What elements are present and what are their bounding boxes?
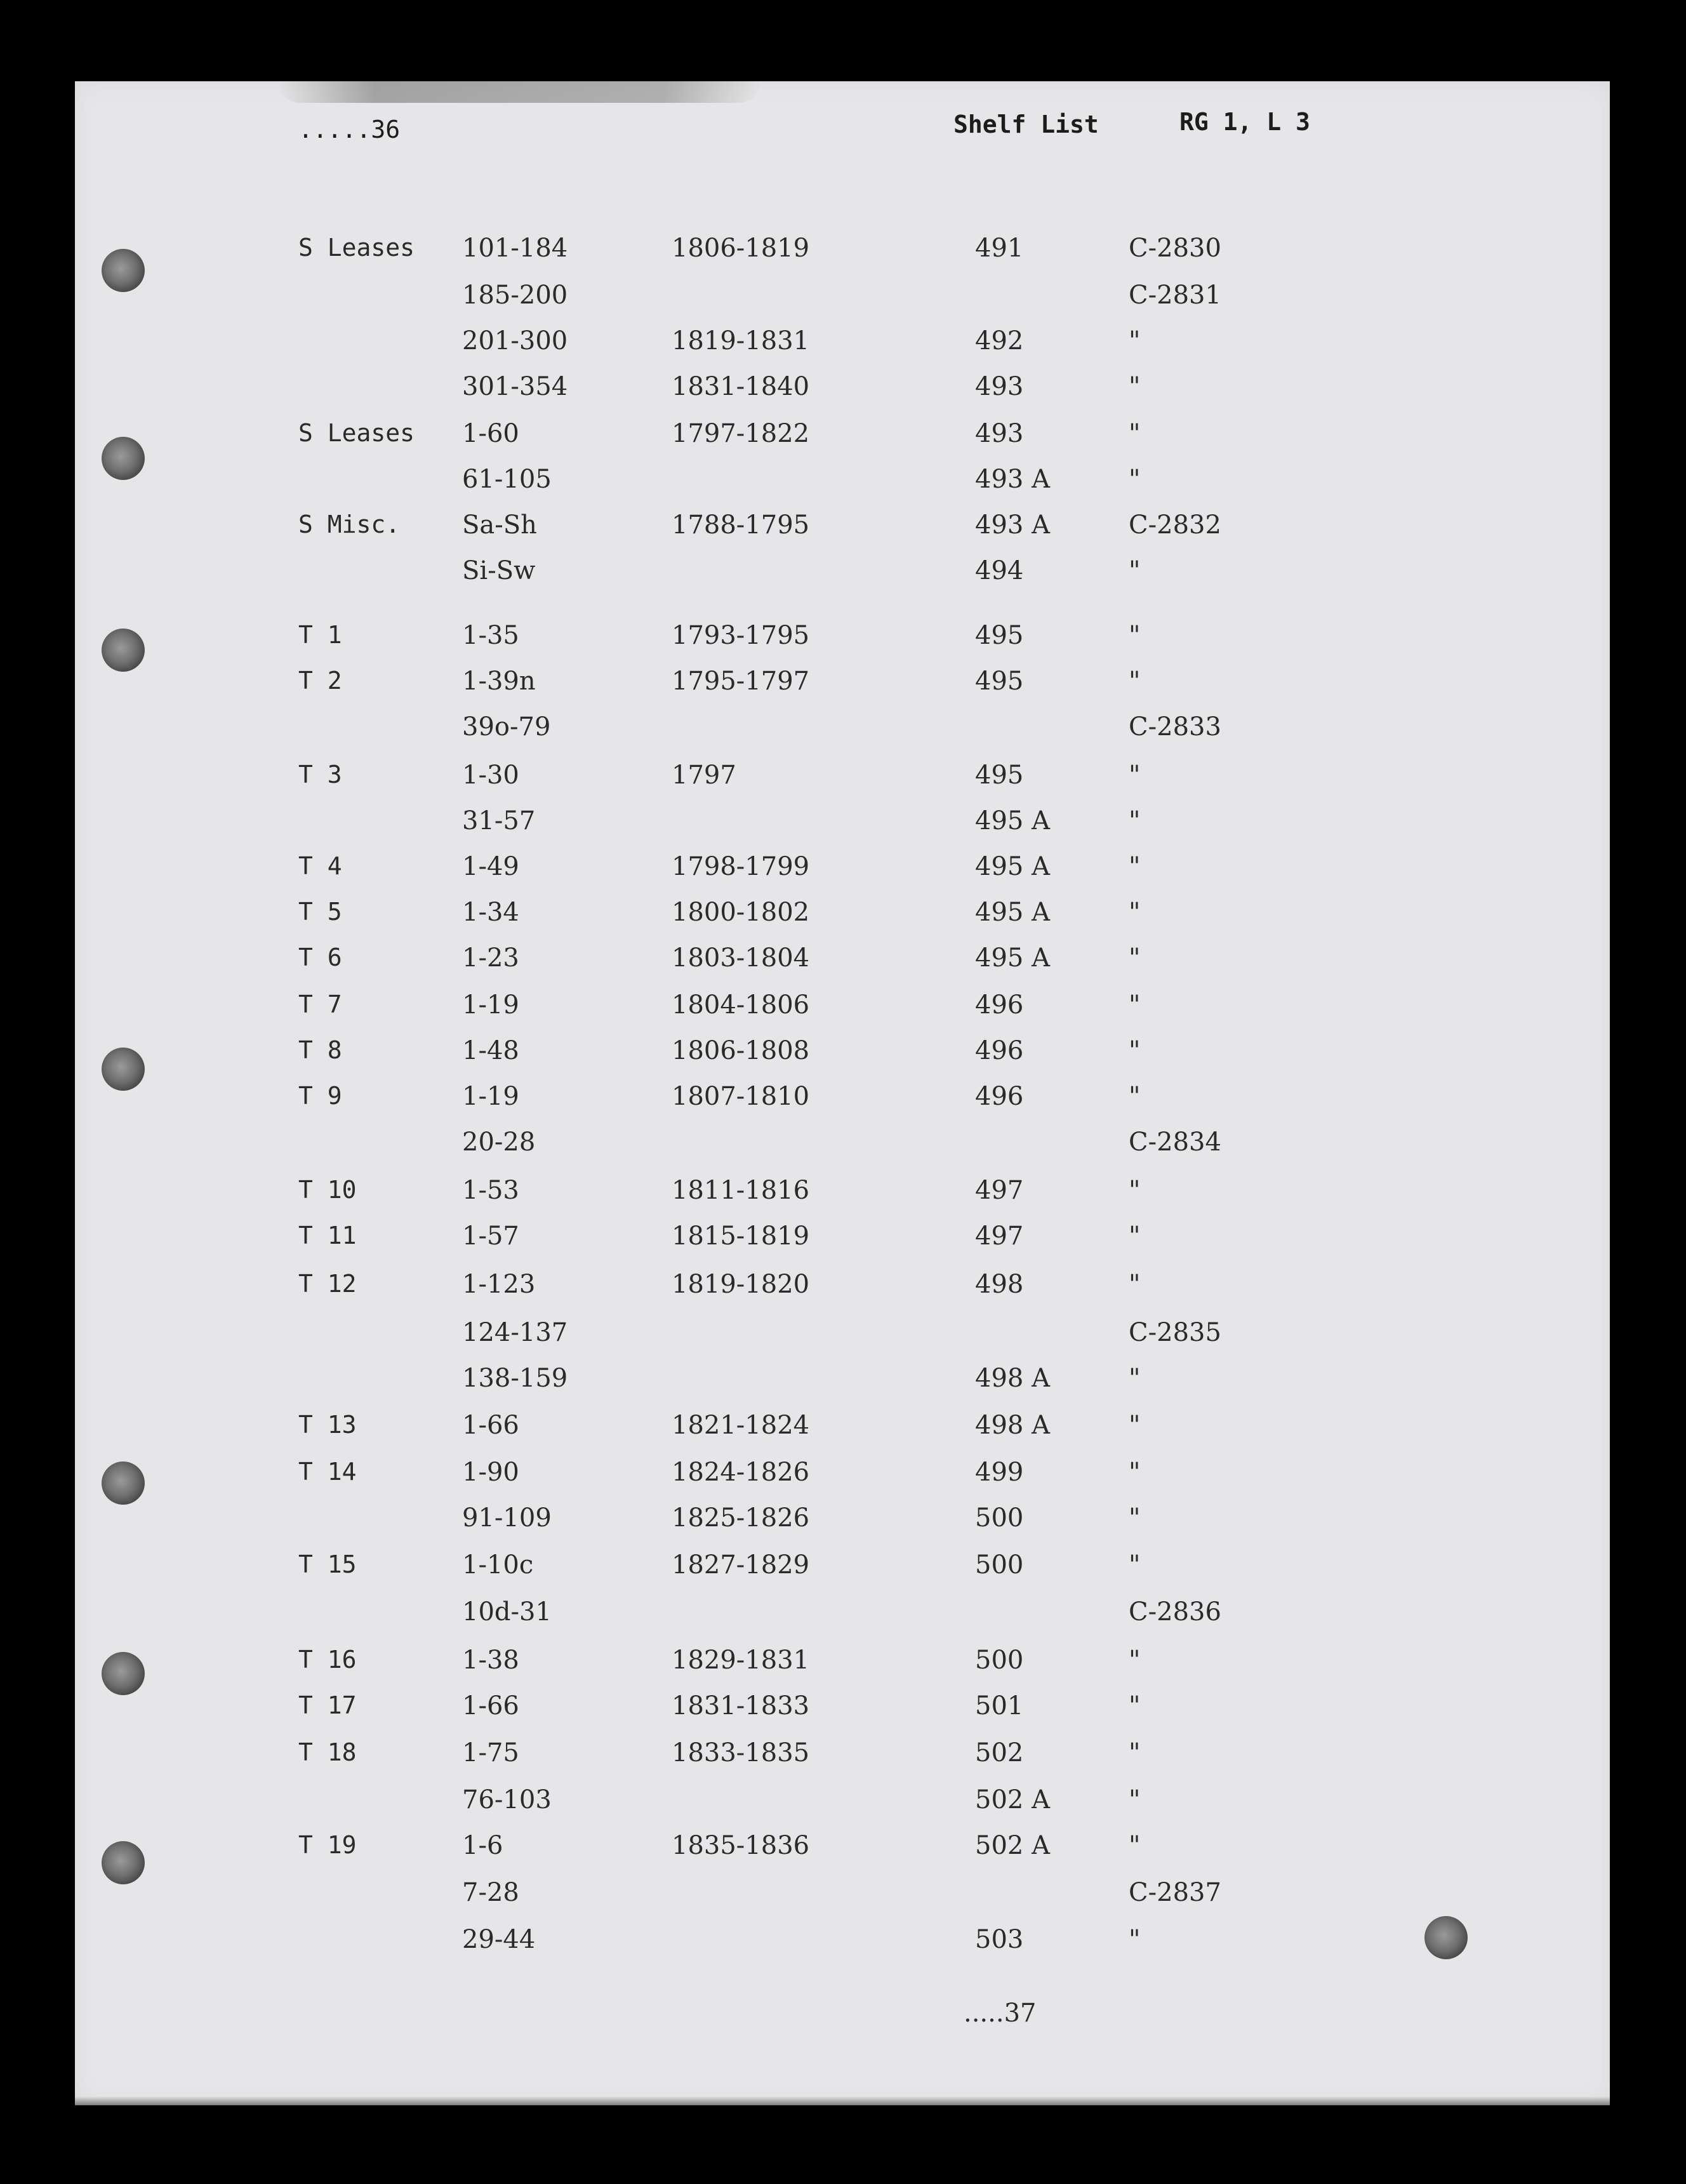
dates-cell: 1803-1804 [672,943,810,973]
reel-cell: " [1129,1691,1141,1721]
volume-cell: 498 A [975,1364,1050,1393]
top-smudge [278,81,760,103]
reel-cell: " [1129,990,1141,1020]
table-row [75,419,1610,457]
volume-cell: 495 A [975,852,1050,881]
dates-cell: 1821-1824 [672,1411,810,1440]
series-cell: T 16 [298,1646,357,1674]
dates-cell: 1811-1816 [672,1176,810,1205]
volume-cell: 496 [975,1082,1024,1111]
range-cell: 91-109 [462,1503,552,1533]
range-cell: 101-184 [462,234,568,263]
reel-cell: " [1129,1550,1141,1580]
series-cell: T 1 [298,621,342,649]
reel-cell: " [1129,326,1141,356]
next-page-reference: .....37 [964,1999,1037,2028]
volume-cell: 495 A [975,898,1050,927]
range-cell: 201-300 [462,326,568,356]
dates-cell: 1793-1795 [672,621,810,650]
table-row [75,806,1610,844]
volume-cell: 501 [975,1691,1024,1721]
reel-cell: " [1129,1785,1141,1814]
table-row [75,1128,1610,1166]
document-page [75,81,1610,2105]
dates-cell: 1798-1799 [672,852,810,881]
range-cell: 1-6 [462,1831,503,1860]
table-row [75,326,1610,364]
range-cell: 1-38 [462,1646,519,1675]
series-cell: T 4 [298,852,342,880]
reel-cell: " [1129,465,1141,494]
volume-cell: 499 [975,1458,1024,1487]
range-cell: 61-105 [462,465,552,494]
dates-cell: 1824-1826 [672,1458,810,1487]
reel-cell: " [1129,372,1141,401]
reel-cell: " [1129,1925,1141,1954]
table-row [75,1364,1610,1402]
dates-cell: 1819-1831 [672,326,810,356]
table-row [75,1176,1610,1214]
table-row [75,465,1610,503]
volume-cell: 502 A [975,1831,1050,1860]
dates-cell: 1819-1820 [672,1270,810,1299]
dates-cell: 1807-1810 [672,1082,810,1111]
page-reference: .....36 [298,116,401,143]
table-row [75,1597,1610,1635]
reel-cell: " [1129,761,1141,790]
range-cell: 1-34 [462,898,519,927]
page-title: Shelf List [953,110,1099,138]
dates-cell: 1831-1840 [672,372,810,401]
table-row [75,943,1610,982]
range-cell: 20-28 [462,1128,536,1157]
reel-cell: C-2830 [1129,234,1221,263]
range-cell: 1-35 [462,621,519,650]
table-row [75,1458,1610,1496]
reel-cell: C-2834 [1129,1128,1221,1157]
reel-cell: " [1129,1411,1141,1440]
reel-cell: " [1129,1738,1141,1768]
dates-cell: 1788-1795 [672,510,810,540]
volume-cell: 495 [975,667,1024,696]
volume-cell: 495 [975,761,1024,790]
range-cell: Sa-Sh [462,510,537,540]
reel-cell: C-2837 [1129,1878,1221,1907]
range-cell: 76-103 [462,1785,552,1814]
dates-cell: 1797 [672,761,736,790]
dates-cell: 1815-1819 [672,1222,810,1251]
dates-cell: 1829-1831 [672,1646,810,1675]
reel-cell: C-2833 [1129,712,1221,742]
range-cell: 1-30 [462,761,519,790]
series-cell: T 13 [298,1411,357,1439]
series-cell: T 12 [298,1270,357,1298]
reel-cell: " [1129,1270,1141,1299]
volume-cell: 495 A [975,806,1050,836]
series-cell: S Leases [298,234,415,262]
range-cell: 1-123 [462,1270,536,1299]
dates-cell: 1806-1819 [672,234,810,263]
volume-cell: 496 [975,990,1024,1020]
dates-cell: 1835-1836 [672,1831,810,1860]
range-cell: 1-19 [462,1082,519,1111]
dates-cell: 1800-1802 [672,898,810,927]
table-row [75,1738,1610,1776]
range-cell: 29-44 [462,1925,536,1954]
table-row [75,510,1610,549]
range-cell: 138-159 [462,1364,568,1393]
range-cell: 1-66 [462,1411,519,1440]
table-row [75,712,1610,750]
series-cell: T 6 [298,943,342,971]
table-row [75,1831,1610,1869]
table-row [75,1222,1610,1260]
reel-cell: " [1129,1458,1141,1487]
dates-cell: 1797-1822 [672,419,810,448]
table-row [75,1270,1610,1308]
reel-cell: " [1129,1222,1141,1251]
reel-cell: " [1129,1646,1141,1675]
range-cell: 1-19 [462,990,519,1020]
reel-cell: C-2835 [1129,1318,1221,1347]
range-cell: 10d-31 [462,1597,552,1627]
range-cell: 1-53 [462,1176,519,1205]
range-cell: 1-75 [462,1738,519,1768]
table-row [75,621,1610,659]
volume-cell: 498 A [975,1411,1050,1440]
reel-cell: " [1129,556,1141,585]
volume-cell: 493 A [975,465,1050,494]
series-cell: T 7 [298,990,342,1018]
table-row [75,1878,1610,1916]
table-row [75,1082,1610,1120]
table-row [75,281,1610,319]
volume-cell: 495 A [975,943,1050,973]
reel-cell: " [1129,1831,1141,1860]
range-cell: Si-Sw [462,556,536,585]
table-row [75,1925,1610,1963]
table-row [75,556,1610,594]
table-row [75,234,1610,272]
reel-cell: " [1129,419,1141,448]
series-cell: T 11 [298,1222,357,1249]
volume-cell: 498 [975,1270,1024,1299]
page-bottom-edge [75,2096,1610,2105]
series-cell: T 15 [298,1550,357,1578]
reel-cell: " [1129,1082,1141,1111]
dates-cell: 1795-1797 [672,667,810,696]
dates-cell: 1827-1829 [672,1550,810,1580]
table-row [75,761,1610,799]
table-row [75,1318,1610,1356]
table-row [75,1036,1610,1074]
series-cell: T 18 [298,1738,357,1766]
volume-cell: 491 [975,234,1024,263]
reel-cell: C-2832 [1129,510,1221,540]
reel-cell: " [1129,943,1141,973]
reel-cell: " [1129,667,1141,696]
table-row [75,990,1610,1029]
range-cell: 301-354 [462,372,568,401]
volume-cell: 497 [975,1222,1024,1251]
reel-cell: " [1129,806,1141,836]
table-row [75,1785,1610,1823]
dates-cell: 1804-1806 [672,990,810,1020]
series-cell: T 19 [298,1831,357,1859]
series-cell: S Misc. [298,510,401,538]
reel-cell: " [1129,1503,1141,1533]
volume-cell: 500 [975,1503,1024,1533]
reel-cell: " [1129,1036,1141,1065]
table-row [75,1691,1610,1729]
dates-cell: 1825-1826 [672,1503,810,1533]
range-cell: 31-57 [462,806,536,836]
table-row [75,667,1610,705]
table-row [75,1550,1610,1588]
range-cell: 124-137 [462,1318,568,1347]
volume-cell: 497 [975,1176,1024,1205]
table-row [75,1503,1610,1541]
table-row [75,372,1610,410]
dates-cell: 1833-1835 [672,1738,810,1768]
range-cell: 185-200 [462,281,568,310]
range-cell: 1-10c [462,1550,534,1580]
reel-cell: " [1129,852,1141,881]
volume-cell: 493 [975,419,1024,448]
volume-cell: 500 [975,1550,1024,1580]
dates-cell: 1831-1833 [672,1691,810,1721]
volume-cell: 502 A [975,1785,1050,1814]
reel-cell: C-2831 [1129,281,1221,310]
range-cell: 1-66 [462,1691,519,1721]
range-cell: 1-57 [462,1222,519,1251]
range-cell: 1-23 [462,943,519,973]
series-cell: T 8 [298,1036,342,1064]
volume-cell: 493 A [975,510,1050,540]
reel-cell: C-2836 [1129,1597,1221,1627]
series-cell: T 5 [298,898,342,926]
table-row [75,1411,1610,1449]
series-cell: T 17 [298,1691,357,1719]
range-cell: 1-90 [462,1458,519,1487]
series-cell: T 9 [298,1082,342,1110]
volume-cell: 494 [975,556,1024,585]
reel-cell: " [1129,621,1141,650]
record-group: RG 1, L 3 [1179,108,1310,136]
table-row [75,852,1610,890]
series-cell: S Leases [298,419,415,447]
volume-cell: 495 [975,621,1024,650]
range-cell: 1-39n [462,667,536,696]
dates-cell: 1806-1808 [672,1036,810,1065]
range-cell: 1-49 [462,852,519,881]
table-row [75,1646,1610,1684]
series-cell: T 10 [298,1176,357,1204]
range-cell: 1-60 [462,419,519,448]
range-cell: 7-28 [462,1878,519,1907]
reel-cell: " [1129,1176,1141,1205]
range-cell: 39o-79 [462,712,551,742]
volume-cell: 500 [975,1646,1024,1675]
range-cell: 1-48 [462,1036,519,1065]
table-row [75,898,1610,936]
reel-cell: " [1129,1364,1141,1393]
volume-cell: 503 [975,1925,1024,1954]
volume-cell: 493 [975,372,1024,401]
series-cell: T 2 [298,667,342,695]
reel-cell: " [1129,898,1141,927]
series-cell: T 3 [298,761,342,789]
series-cell: T 14 [298,1458,357,1486]
volume-cell: 492 [975,326,1024,356]
volume-cell: 496 [975,1036,1024,1065]
volume-cell: 502 [975,1738,1024,1768]
